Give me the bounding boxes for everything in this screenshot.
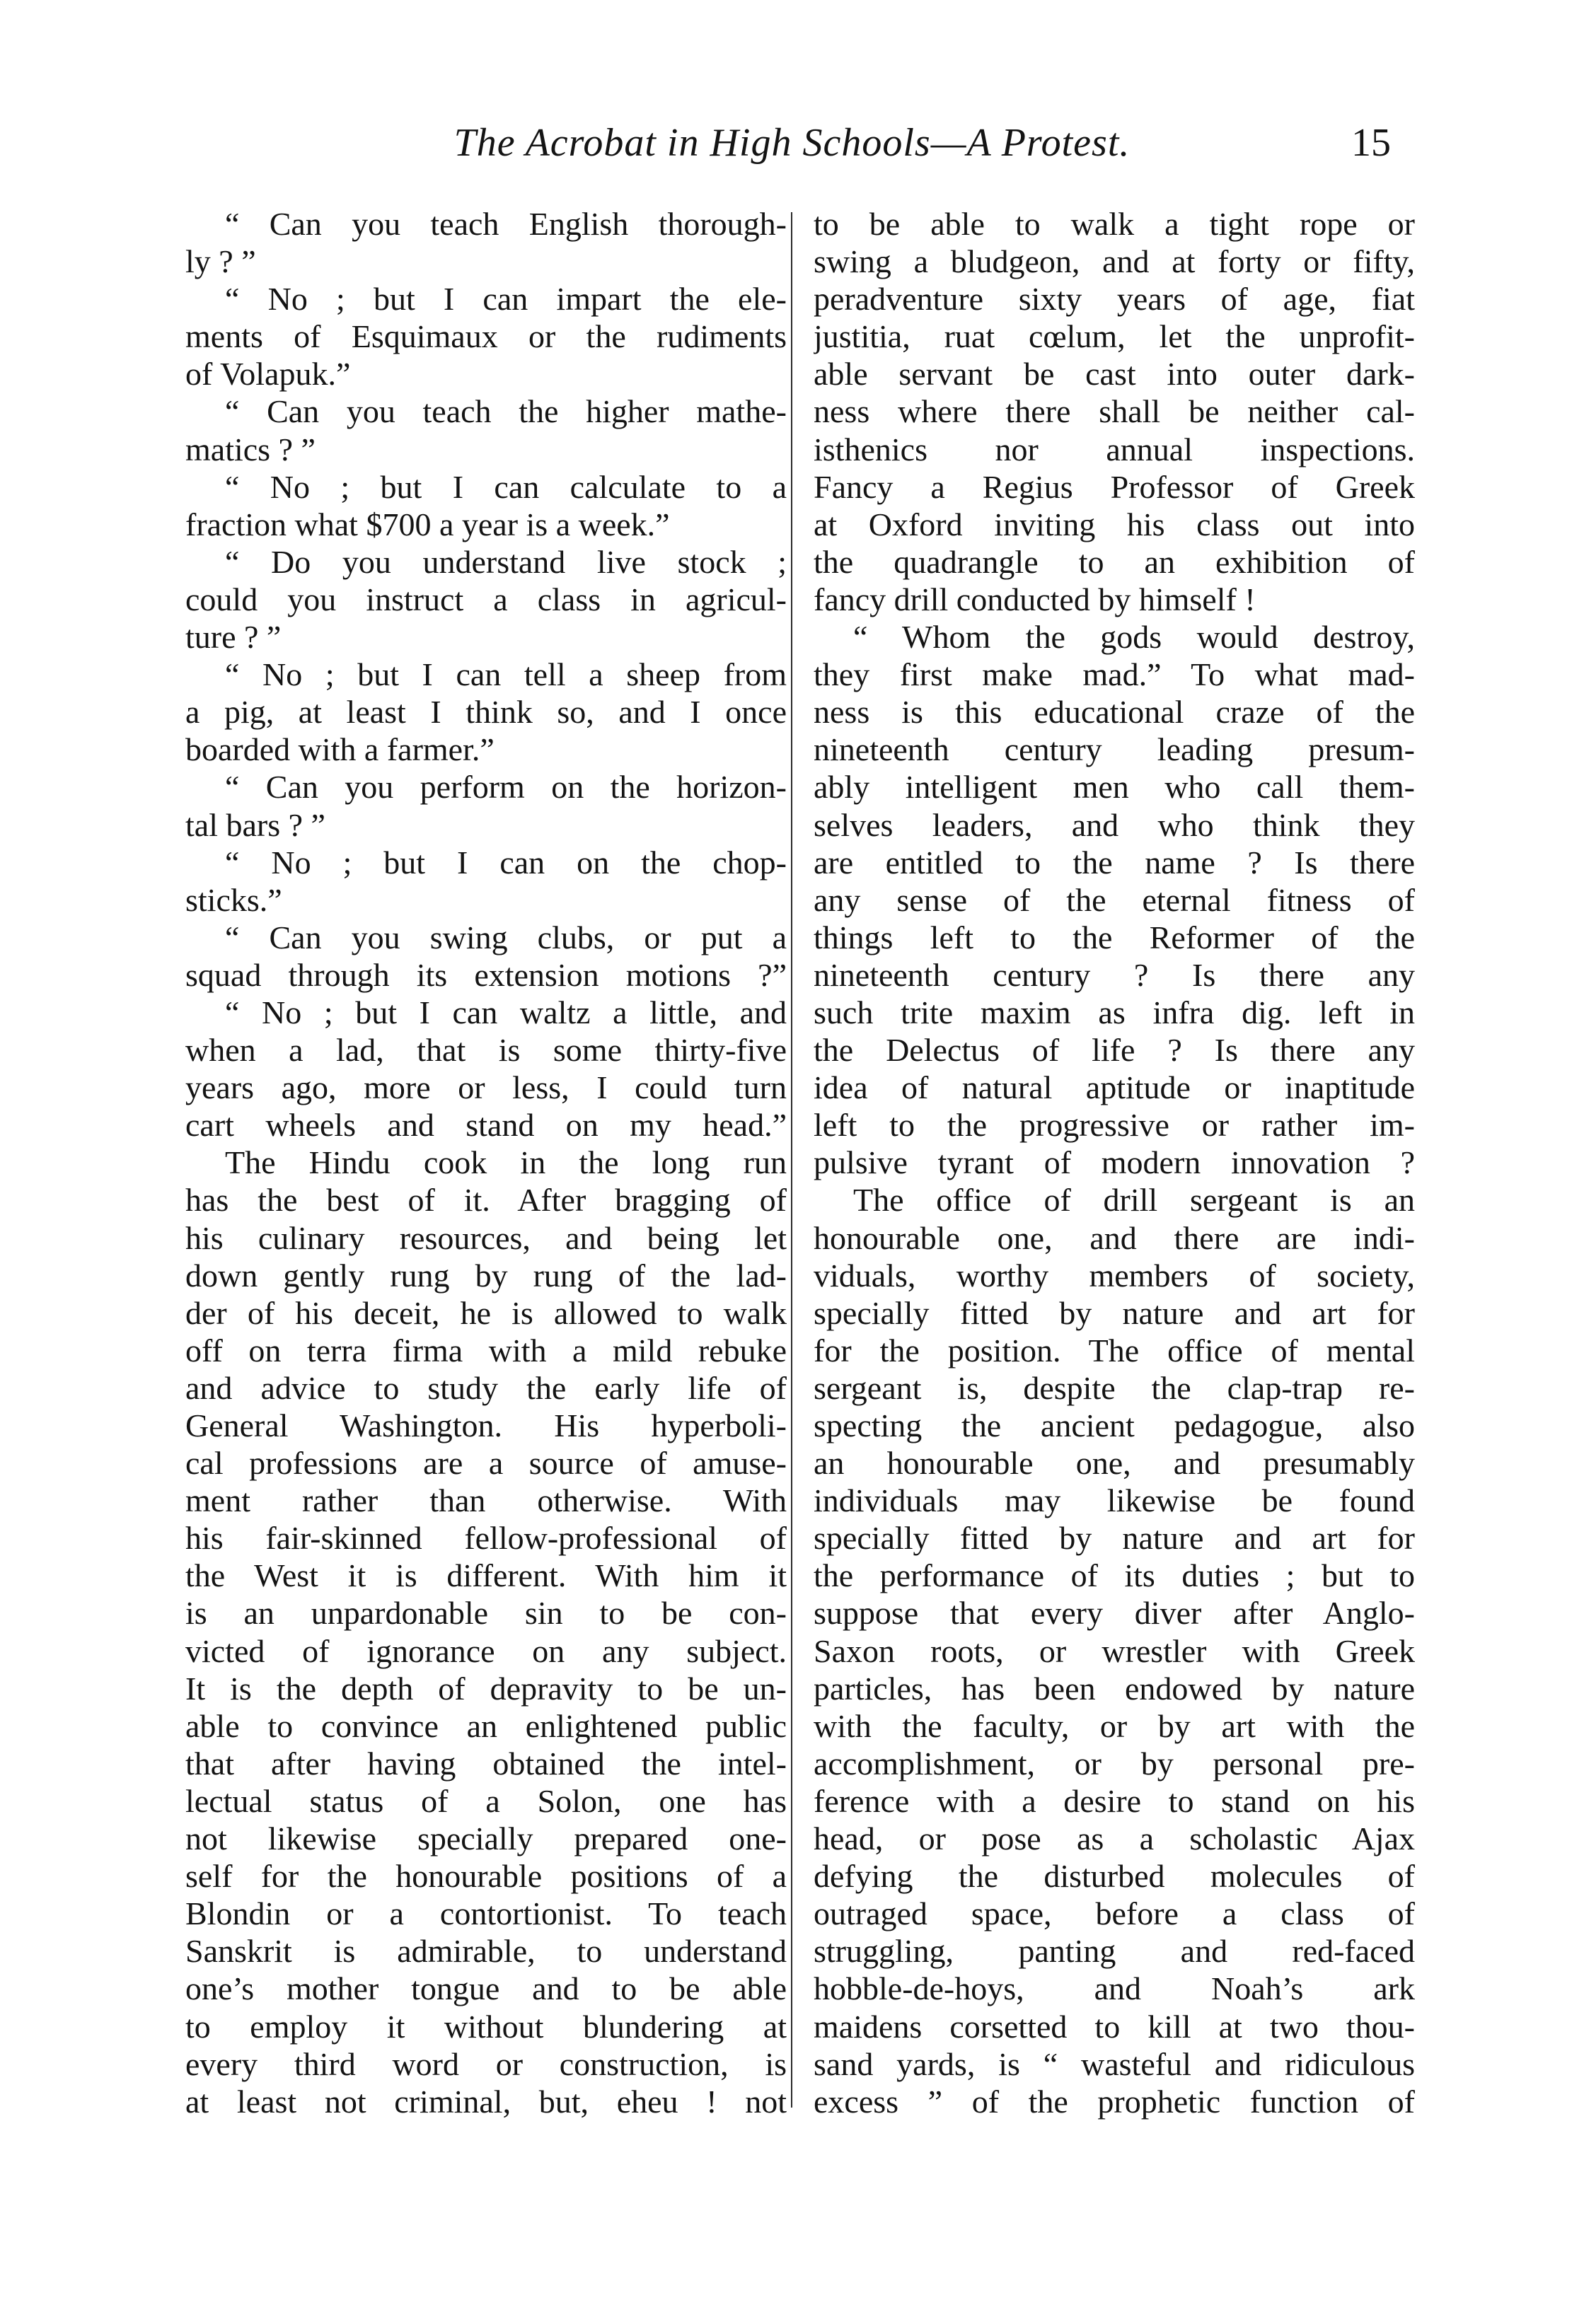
text-line: “ Can you teach the higher mathe-: [225, 393, 787, 430]
text-line: head, or pose as a scholastic Ajax: [814, 1820, 1415, 1857]
text-line: individuals may likewise be found: [814, 1482, 1415, 1519]
text-line: a pig, at least I think so, and I once: [185, 694, 787, 731]
text-line: Blondin or a contortionist. To teach: [185, 1895, 787, 1932]
text-line: could you instruct a class in agricul-: [185, 581, 787, 617]
text-line: swing a bludgeon, and at forty or fifty,: [814, 243, 1415, 280]
text-line: der of his deceit, he is allowed to walk: [185, 1294, 787, 1331]
text-line: isthenics nor annual inspections.: [814, 431, 1415, 467]
text-line: ably intelligent men who call them-: [814, 769, 1415, 806]
text-line: when a lad, that is some thirty-five: [185, 1032, 787, 1069]
text-line: such trite maxim as infra dig. left in: [814, 994, 1415, 1030]
text-line: they first make mad.” To what mad-: [814, 656, 1415, 693]
text-line: “ Do you understand live stock ;: [225, 543, 787, 580]
text-line: ture ? ”: [185, 619, 282, 656]
text-line: down gently rung by rung of the lad-: [185, 1257, 787, 1294]
text-line: ference with a desire to stand on his: [814, 1782, 1415, 1819]
text-line: “ No ; but I can calculate to a: [225, 468, 787, 505]
text-line: cal professions are a source of amuse-: [185, 1445, 787, 1482]
text-line: able servant be cast into outer dark-: [814, 356, 1415, 393]
text-line: the performance of its duties ; but to: [814, 1557, 1415, 1594]
text-line: “ Whom the gods would destroy,: [853, 619, 1415, 656]
text-line: able to convince an enlightened public: [185, 1707, 787, 1744]
text-line: of Volapuk.”: [185, 356, 351, 393]
text-line: lectual status of a Solon, one has: [185, 1782, 787, 1819]
text-line: victed of ignorance on any subject.: [185, 1632, 787, 1669]
text-line: the quadrangle to an exhibition of: [814, 543, 1415, 580]
text-line: fraction what $700 a year is a week.”: [185, 506, 670, 542]
text-line: years ago, more or less, I could turn: [185, 1069, 787, 1106]
text-line: General Washington. His hyperboli-: [185, 1407, 787, 1443]
text-line: to employ it without blundering at: [185, 2008, 787, 2045]
text-line: Sanskrit is admirable, to understand: [185, 1933, 787, 1970]
text-line: the West it is different. With him it: [185, 1557, 787, 1594]
text-line: specially fitted by nature and art for: [814, 1520, 1415, 1557]
text-line: and advice to study the early life of: [185, 1369, 787, 1406]
text-line: matics ? ”: [185, 431, 316, 467]
text-line: “ Can you perform on the horizon-: [225, 769, 787, 806]
text-line: at least not criminal, but, eheu ! not: [185, 2083, 787, 2120]
text-line: sticks.”: [185, 881, 282, 918]
right-column: [814, 205, 1415, 2120]
text-line: defying the disturbed molecules of: [814, 1858, 1415, 1895]
text-line: pulsive tyrant of modern innovation ?: [814, 1144, 1415, 1181]
text-line: cart wheels and stand on my head.”: [185, 1107, 787, 1144]
text-line: are entitled to the name ? Is there: [814, 844, 1415, 881]
text-line: ness where there shall be neither cal-: [814, 393, 1415, 430]
text-line: left to the progressive or rather im-: [814, 1107, 1415, 1144]
text-line: The office of drill sergeant is an: [853, 1182, 1415, 1219]
text-line: “ No ; but I can on the chop-: [225, 844, 787, 881]
text-line: not likewise specially prepared one-: [185, 1820, 787, 1857]
text-line: Saxon roots, or wrestler with Greek: [814, 1632, 1415, 1669]
text-line: peradventure sixty years of age, fiat: [814, 281, 1415, 318]
text-line: suppose that every diver after Anglo-: [814, 1595, 1415, 1632]
text-line: things left to the Reformer of the: [814, 919, 1415, 955]
running-header: [0, 120, 1584, 177]
text-line: sergeant is, despite the clap-trap re-: [814, 1369, 1415, 1406]
text-line: honourable one, and there are indi-: [814, 1219, 1415, 1256]
text-line: excess ” of the prophetic function of: [814, 2083, 1415, 2120]
text-line: his culinary resources, and being let: [185, 1219, 787, 1256]
text-line: “ No ; but I can waltz a little, and: [225, 994, 787, 1030]
page-number: 15: [1351, 121, 1391, 165]
text-line: It is the depth of depravity to be un-: [185, 1670, 787, 1707]
text-line: specting the ancient pedagogue, also: [814, 1407, 1415, 1443]
text-line: The Hindu cook in the long run: [225, 1144, 787, 1181]
text-line: that after having obtained the intel-: [185, 1745, 787, 1782]
text-line: particles, has been endowed by nature: [814, 1670, 1415, 1707]
text-line: an honourable one, and presumably: [814, 1445, 1415, 1482]
text-line: Fancy a Regius Professor of Greek: [814, 468, 1415, 505]
text-line: accomplishment, or by personal pre-: [814, 1745, 1415, 1782]
text-line: nineteenth century leading presum-: [814, 731, 1415, 768]
text-line: any sense of the eternal fitness of: [814, 881, 1415, 918]
text-line: ment rather than otherwise. With: [185, 1482, 787, 1519]
text-line: maidens corsetted to kill at two thou-: [814, 2008, 1415, 2045]
text-line: justitia, ruat cœlum, let the unprofit-: [814, 318, 1415, 355]
text-line: is an unpardonable sin to be con-: [185, 1595, 787, 1632]
text-line: tal bars ? ”: [185, 806, 325, 843]
text-line: has the best of it. After bragging of: [185, 1182, 787, 1219]
text-line: at Oxford inviting his class out into: [814, 506, 1415, 542]
text-line: to be able to walk a tight rope or: [814, 206, 1415, 242]
text-line: “ No ; but I can impart the ele-: [225, 281, 787, 318]
text-line: ments of Esquimaux or the rudiments: [185, 318, 787, 355]
text-line: every third word or construction, is: [185, 2045, 787, 2082]
text-line: self for the honourable positions of a: [185, 1858, 787, 1895]
text-line: boarded with a farmer.”: [185, 731, 495, 768]
text-line: squad through its extension motions ?”: [185, 956, 787, 993]
text-line: nineteenth century ? Is there any: [814, 956, 1415, 993]
text-line: his fair-skinned fellow-professional of: [185, 1520, 787, 1557]
text-line: ly ? ”: [185, 243, 256, 280]
text-line: hobble-de-hoys, and Noah’s ark: [814, 1970, 1415, 2007]
text-line: “ Can you swing clubs, or put a: [225, 919, 787, 955]
text-line: fancy drill conducted by himself !: [814, 581, 1256, 617]
text-line: struggling, panting and red-faced: [814, 1933, 1415, 1970]
text-line: for the position. The office of mental: [814, 1332, 1415, 1369]
column-divider: [791, 212, 792, 2108]
text-line: “ Can you teach English thorough-: [225, 206, 787, 242]
text-line: selves leaders, and who think they: [814, 806, 1415, 843]
text-line: idea of natural aptitude or inaptitude: [814, 1069, 1415, 1106]
text-line: viduals, worthy members of society,: [814, 1257, 1415, 1294]
text-line: specially fitted by nature and art for: [814, 1294, 1415, 1331]
running-title: The Acrobat in High Schools—A Protest.: [453, 121, 1131, 165]
text-line: outraged space, before a class of: [814, 1895, 1415, 1932]
text-line: with the faculty, or by art with the: [814, 1707, 1415, 1744]
left-column: [185, 205, 787, 2120]
text-line: ness is this educational craze of the: [814, 694, 1415, 731]
text-line: “ No ; but I can tell a sheep from: [225, 656, 787, 693]
text-line: off on terra firma with a mild rebuke: [185, 1332, 787, 1369]
text-line: one’s mother tongue and to be able: [185, 1970, 787, 2007]
text-line: sand yards, is “ wasteful and ridiculous: [814, 2045, 1415, 2082]
text-line: the Delectus of life ? Is there any: [814, 1032, 1415, 1069]
